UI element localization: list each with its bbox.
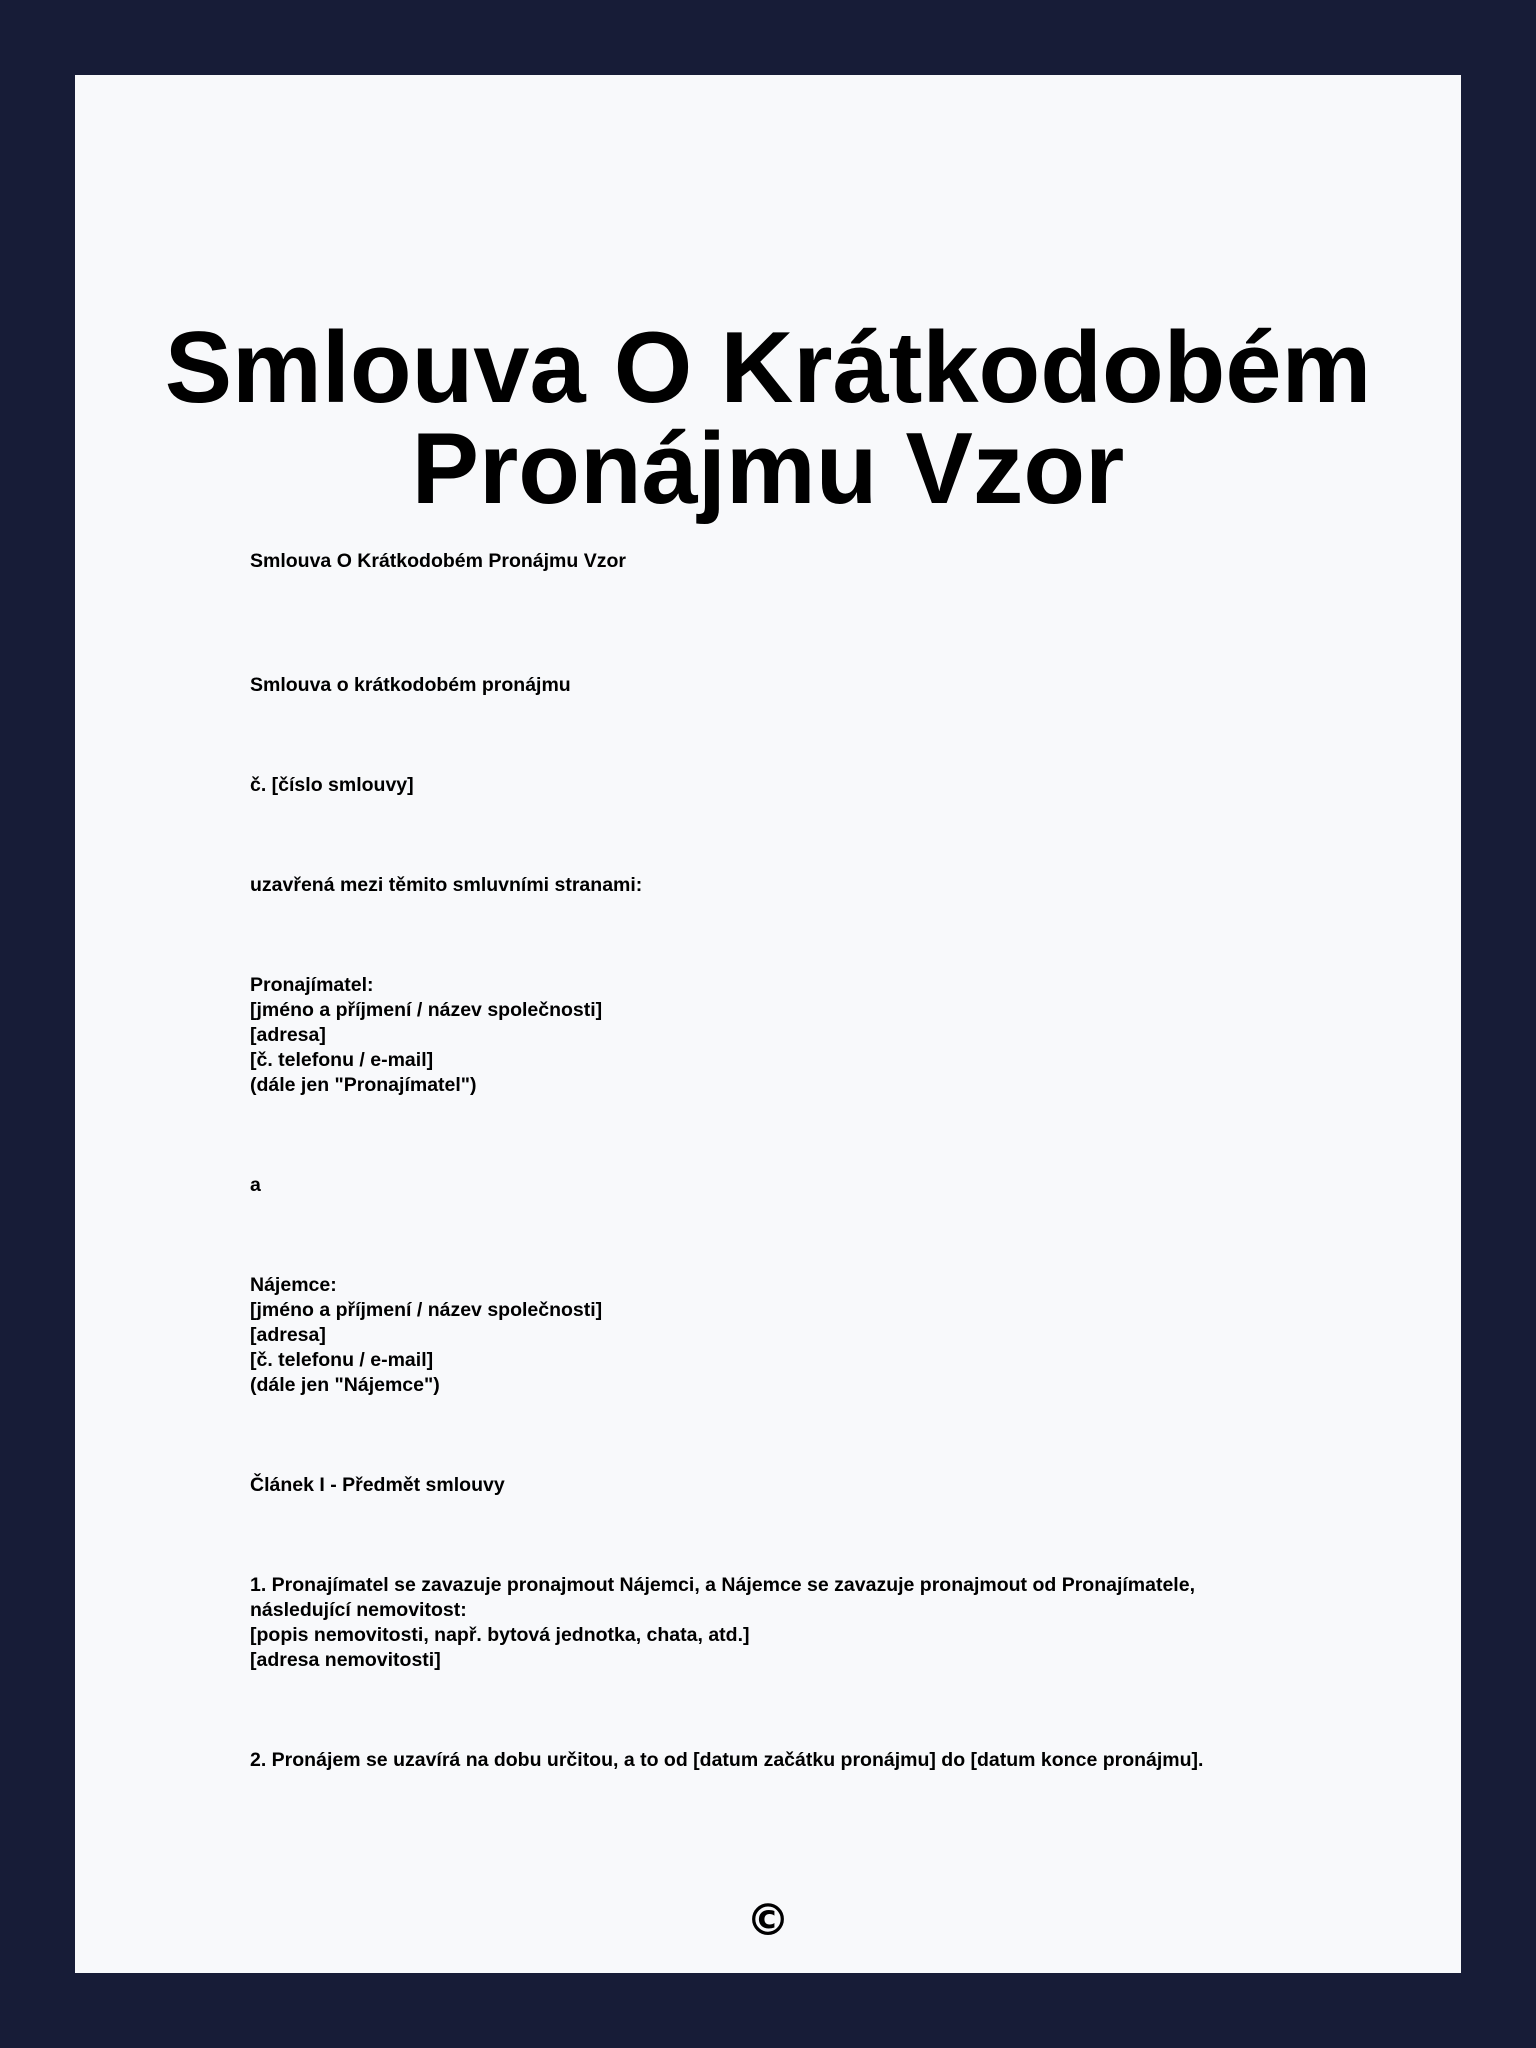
clause-1-line-4: [adresa nemovitosti] [250,1649,441,1671]
clause-1-line-3: [popis nemovitosti, např. bytová jednotka, chata, atd.] [250,1624,750,1646]
clause-1 [250,1573,1310,1673]
landlord-name: [jméno a příjmení / název společnosti] [250,999,603,1021]
landlord-contact: [č. telefonu / e-mail] [250,1049,434,1071]
landlord-address: [adresa] [250,1024,326,1046]
clause-2: 2. Pronájem se uzavírá na dobu určitou, a to od [datum začátku pronájmu] do [datum konce pronájmu]. [250,1749,1204,1771]
landlord-label: Pronajímatel: [250,974,374,996]
tenant-alias: (dále jen "Nájemce") [250,1374,440,1396]
page-title-line-1: Smlouva O Krátkodobém [164,312,1372,424]
tenant-label: Nájemce: [250,1274,337,1296]
article-1-heading: Článek I - Předmět smlouvy [250,1474,505,1496]
clause-1-line-1: 1. Pronajímatel se zavazuje pronajmout Nájemci, a Nájemce se zavazuje pronajmout od Pronajímatele, [250,1574,1195,1596]
tenant-address: [adresa] [250,1324,326,1346]
document-page [75,75,1461,1973]
contract-title: Smlouva o krátkodobém pronájmu [250,674,571,696]
clause-1-line-2: následující nemovitost: [250,1599,467,1621]
tenant-block [250,1273,1310,1398]
page-title-line-2: Pronájmu Vzor [411,413,1125,525]
contract-number: č. [číslo smlouvy] [250,774,414,796]
copyright-icon: © [746,1895,790,1946]
page-title [75,312,1461,525]
tenant-name: [jméno a příjmení / název společnosti] [250,1299,603,1321]
and-separator: a [250,1174,261,1196]
landlord-block [250,973,1310,1098]
document-heading: Smlouva O Krátkodobém Pronájmu Vzor [250,550,626,572]
tenant-contact: [č. telefonu / e-mail] [250,1349,434,1371]
parties-intro: uzavřená mezi těmito smluvními stranami: [250,874,643,896]
landlord-alias: (dále jen "Pronajímatel") [250,1074,477,1096]
